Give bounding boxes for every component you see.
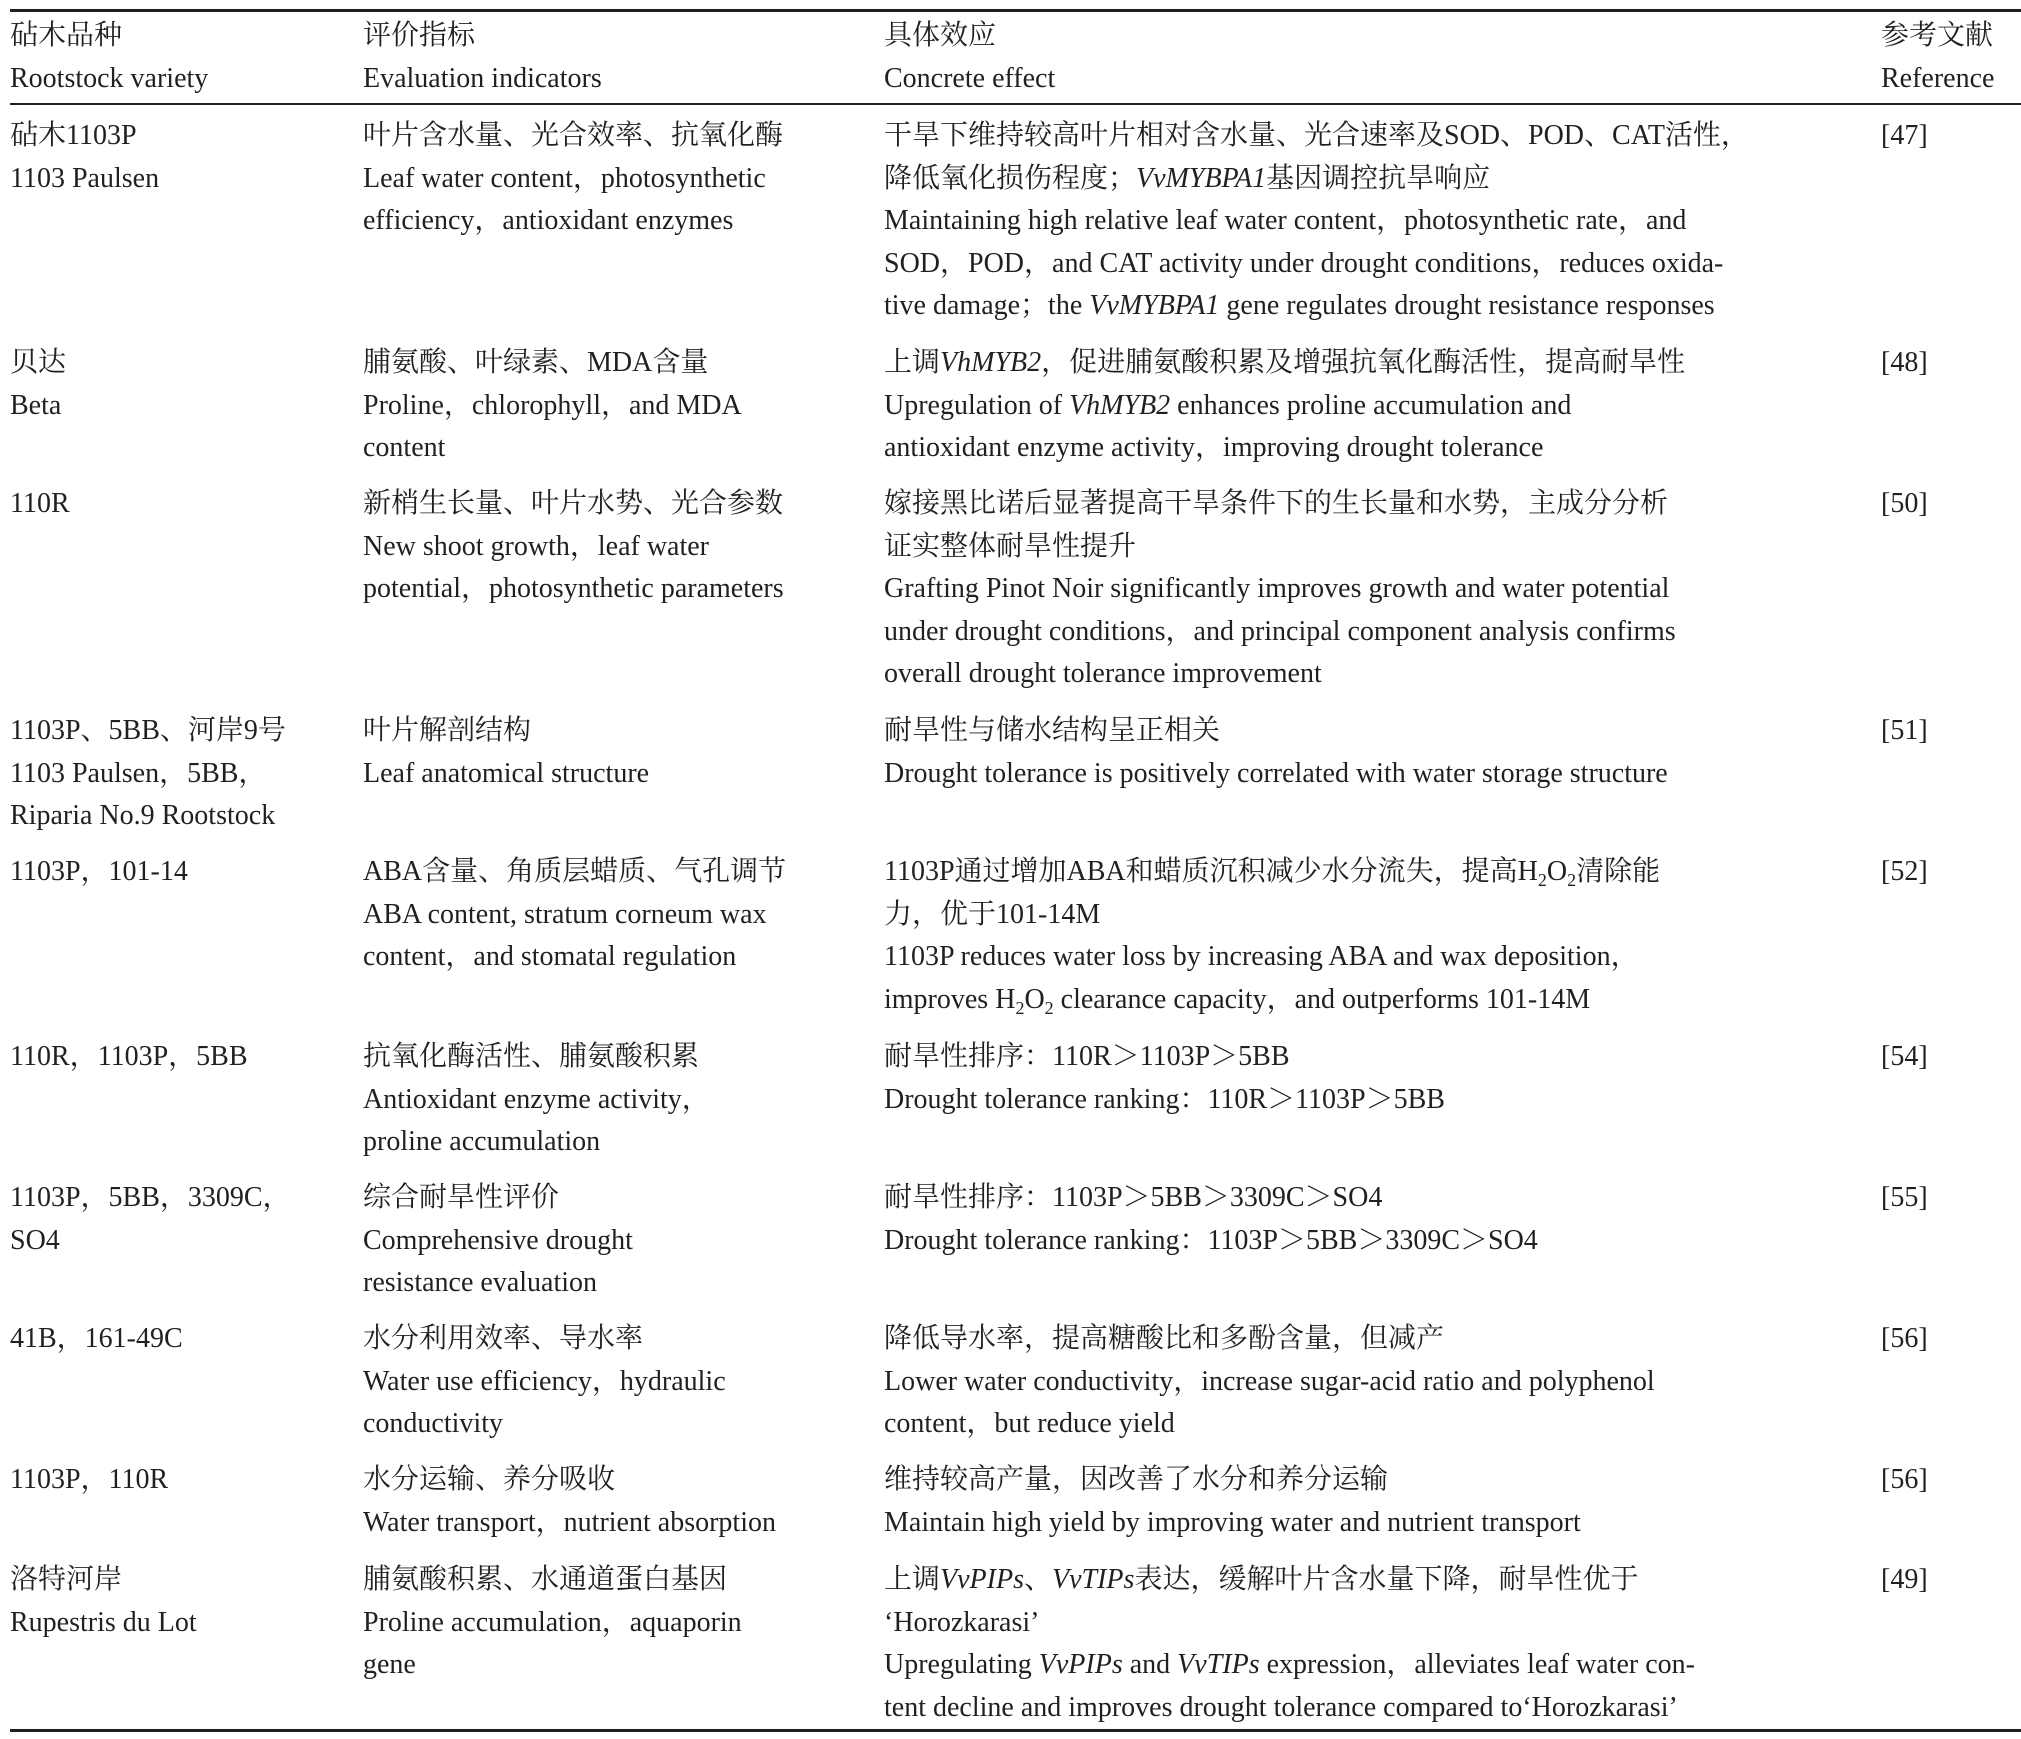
cell-reference: [56] xyxy=(1881,1323,1928,1354)
cell-line: Proline accumulation，aquaporin xyxy=(363,1606,742,1638)
cell-evaluation-indicators xyxy=(363,710,649,795)
cell-line: 耐旱性排序：110R＞1103P＞5BB xyxy=(884,1041,1290,1072)
cell-evaluation-indicators xyxy=(363,483,784,611)
cell-line: 110R xyxy=(10,488,70,519)
cell-evaluation-indicators xyxy=(363,1036,710,1164)
cell-concrete-effect xyxy=(884,483,1676,696)
header-zh: 砧木品种 xyxy=(10,20,123,51)
header-en: Rootstock variety xyxy=(10,62,209,94)
cell-line: Water use efficiency，hydraulic xyxy=(363,1365,726,1397)
cell-line: 上调VvPIPs、VvTIPs表达，缓解叶片含水量下降，耐旱性优于 xyxy=(884,1564,1639,1595)
subscript: 2 xyxy=(1044,997,1054,1018)
cell-line: Drought tolerance is positively correlated with water storage structure xyxy=(884,757,1668,789)
cell-line: 1103P、5BB、河岸9号 xyxy=(10,715,286,746)
cell-rootstock-variety xyxy=(10,1459,168,1502)
cell-line: potential，photosynthetic parameters xyxy=(363,573,784,605)
cell-evaluation-indicators xyxy=(363,342,742,470)
cell-line: antioxidant enzyme activity，improving drought tolerance xyxy=(884,432,1544,464)
cell-evaluation-indicators xyxy=(363,1459,776,1544)
cell-evaluation-indicators xyxy=(363,115,783,243)
cell-concrete-effect xyxy=(884,1318,1655,1446)
cell-line: 1103P，110R xyxy=(10,1464,169,1495)
header-zh: 评价指标 xyxy=(363,20,476,51)
header-evaluation-indicators xyxy=(363,15,602,100)
cell-rootstock-variety xyxy=(10,1036,248,1079)
cell-line: Maintain high yield by improving water and nutrient transport xyxy=(884,1506,1581,1538)
cell-line: 110R，1103P，5BB xyxy=(10,1041,248,1072)
cell-line: proline accumulation xyxy=(363,1126,601,1158)
cell-reference: [50] xyxy=(1881,488,1928,519)
cell-line: 贝达 xyxy=(10,347,67,378)
header-zh: 参考文献 xyxy=(1881,20,1994,51)
cell-reference: [56] xyxy=(1881,1464,1928,1495)
cell-rootstock-variety xyxy=(10,710,286,838)
cell-line: 1103P，101-14 xyxy=(10,856,188,887)
cell-line: Maintaining high relative leaf water content，photosynthetic rate，and xyxy=(884,205,1687,237)
cell-line: Comprehensive drought xyxy=(363,1224,633,1256)
bottom-rule xyxy=(10,1729,2021,1732)
cell-line: conductivity xyxy=(363,1408,503,1440)
header-en: Reference xyxy=(1881,62,1995,94)
cell-line: 41B，161-49C xyxy=(10,1323,183,1354)
gene-name: VvTIPs xyxy=(1052,1564,1135,1595)
cell-concrete-effect xyxy=(884,342,1685,470)
cell-line: tive damage；the VvMYBPA1 gene regulates drought resistance responses xyxy=(884,290,1715,322)
cell-line: Upregulating VvPIPs and VvTIPs expression，alleviates leaf water con- xyxy=(884,1649,1695,1681)
gene-name: VhMYB2 xyxy=(1069,389,1171,421)
header-rule xyxy=(10,103,2021,105)
cell-line: Drought tolerance ranking：1103P＞5BB＞3309C＞SO4 xyxy=(884,1224,1538,1256)
cell-line: 力，优于101-14M xyxy=(884,898,1101,930)
cell-reference: [52] xyxy=(1881,856,1928,887)
cell-line: 耐旱性排序：1103P＞5BB＞3309C＞SO4 xyxy=(884,1182,1383,1213)
cell-line: Grafting Pinot Noir significantly improves growth and water potential xyxy=(884,573,1670,605)
cell-rootstock-variety xyxy=(10,1559,197,1644)
cell-line: Proline，chlorophyll，and MDA xyxy=(363,389,742,421)
header-en: Evaluation indicators xyxy=(363,62,602,94)
cell-line: Leaf anatomical structure xyxy=(363,757,650,789)
cell-line: gene xyxy=(363,1649,416,1681)
cell-line: ABA含量、角质层蜡质、气孔调节 xyxy=(363,856,787,887)
header-zh: 具体效应 xyxy=(884,20,997,51)
cell-line: 1103P，5BB，3309C， xyxy=(10,1182,291,1213)
cell-line: 脯氨酸、叶绿素、MDA含量 xyxy=(363,347,709,378)
cell-line: Antioxidant enzyme activity， xyxy=(363,1083,710,1115)
cell-reference: [55] xyxy=(1881,1182,1928,1213)
cell-line: 上调VhMYB2，促进脯氨酸积累及增强抗氧化酶活性，提高耐旱性 xyxy=(884,347,1686,378)
cell-reference: [49] xyxy=(1881,1564,1928,1595)
cell-reference: [47] xyxy=(1881,120,1928,151)
cell-line: 1103P reduces water loss by increasing ABA and wax deposition， xyxy=(884,941,1639,973)
cell-concrete-effect xyxy=(884,851,1660,1021)
cell-line: 洛特河岸 xyxy=(10,1564,123,1595)
cell-line: overall drought tolerance improvement xyxy=(884,658,1322,690)
cell-line: tent decline and improves drought tolerance compared to‘Horozkarasi’ xyxy=(884,1691,1678,1723)
cell-line: Drought tolerance ranking：110R＞1103P＞5BB xyxy=(884,1083,1445,1115)
cell-evaluation-indicators xyxy=(363,851,786,979)
subscript: 2 xyxy=(1567,870,1577,890)
cell-line: 1103 Paulsen，5BB， xyxy=(10,757,267,789)
cell-line: 降低导水率，提高糖酸比和多酚含量，但减产 xyxy=(884,1323,1445,1354)
cell-line: 抗氧化酶活性、脯氨酸积累 xyxy=(363,1041,700,1072)
gene-name: VvPIPs xyxy=(1038,1649,1123,1681)
cell-line: efficiency，antioxidant enzymes xyxy=(363,205,734,237)
cell-line: under drought conditions，and principal component analysis confirms xyxy=(884,615,1676,647)
cell-line: 1103P通过增加ABA和蜡质沉积减少水分流失，提高$H_2O_2$清除能 xyxy=(884,856,1661,890)
cell-concrete-effect xyxy=(884,1177,1538,1262)
cell-line: improves $H_2O_2$ clearance capacity，and outperforms 101-14M xyxy=(884,983,1591,1018)
gene-name: VvMYBPA1 xyxy=(1089,290,1220,322)
gene-name: VvPIPs xyxy=(940,1564,1024,1595)
cell-line: SOD，POD，and CAT activity under drought conditions，reduces oxida- xyxy=(884,247,1724,279)
cell-line: 1103 Paulsen xyxy=(10,162,160,194)
cell-reference: [48] xyxy=(1881,347,1928,378)
cell-line: 叶片解剖结构 xyxy=(363,715,532,746)
header-concrete-effect xyxy=(884,15,1055,100)
cell-line: 证实整体耐旱性提升 xyxy=(884,530,1137,562)
cell-line: resistance evaluation xyxy=(363,1267,598,1299)
cell-line: 综合耐旱性评价 xyxy=(363,1182,560,1213)
cell-evaluation-indicators xyxy=(363,1559,742,1687)
cell-concrete-effect xyxy=(884,710,1668,795)
cell-line: Rupestris du Lot xyxy=(10,1606,197,1638)
cell-line: 降低氧化损伤程度；VvMYBPA1基因调控抗旱响应 xyxy=(884,162,1491,194)
cell-line: content，but reduce yield xyxy=(884,1408,1175,1440)
cell-line: 叶片含水量、光合效率、抗氧化酶 xyxy=(363,120,784,151)
gene-name: VvMYBPA1 xyxy=(1136,162,1267,194)
cell-line: New shoot growth，leaf water xyxy=(363,530,710,562)
cell-line: 维持较高产量，因改善了水分和养分运输 xyxy=(884,1464,1389,1495)
cell-concrete-effect xyxy=(884,1036,1445,1121)
header-en: Concrete effect xyxy=(884,62,1056,94)
cell-line: 脯氨酸积累、水通道蛋白基因 xyxy=(363,1564,728,1595)
cell-line: Lower water conductivity，increase sugar-acid ratio and polyphenol xyxy=(884,1365,1655,1397)
cell-line: 砧木1103P xyxy=(10,120,137,151)
cell-evaluation-indicators xyxy=(363,1177,633,1305)
cell-line: ‘Horozkarasi’ xyxy=(884,1606,1040,1638)
cell-reference: [54] xyxy=(1881,1041,1928,1072)
cell-evaluation-indicators xyxy=(363,1318,726,1446)
cell-rootstock-variety xyxy=(10,1177,291,1262)
cell-line: ABA content, stratum corneum wax xyxy=(363,898,767,930)
header-reference xyxy=(1881,15,1994,100)
cell-line: content xyxy=(363,432,446,464)
cell-line: Water transport，nutrient absorption xyxy=(363,1506,776,1538)
cell-line: 干旱下维持较高叶片相对含水量、光合速率及SOD、POD、CAT活性， xyxy=(884,120,1749,151)
cell-line: 水分利用效率、导水率 xyxy=(363,1323,644,1354)
subscript: 2 xyxy=(1537,870,1547,890)
cell-line: Riparia No.9 Rootstock xyxy=(10,800,276,832)
cell-line: content，and stomatal regulation xyxy=(363,941,737,973)
gene-name: VhMYB2 xyxy=(940,347,1042,378)
cell-line: 嫁接黑比诺后显著提高干旱条件下的生长量和水势，主成分分析 xyxy=(884,488,1669,519)
cell-line: 新梢生长量、叶片水势、光合参数 xyxy=(363,488,784,519)
cell-rootstock-variety xyxy=(10,1318,183,1361)
cell-concrete-effect xyxy=(884,115,1749,328)
cell-line: 水分运输、养分吸收 xyxy=(363,1464,616,1495)
cell-concrete-effect xyxy=(884,1559,1695,1729)
cell-line: 耐旱性与储水结构呈正相关 xyxy=(884,715,1221,746)
cell-line: SO4 xyxy=(10,1224,60,1256)
top-rule xyxy=(10,9,2021,12)
cell-rootstock-variety xyxy=(10,342,66,427)
cell-rootstock-variety xyxy=(10,851,188,894)
cell-line: Beta xyxy=(10,389,62,421)
cell-line: Leaf water content，photosynthetic xyxy=(363,162,766,194)
header-rootstock-variety xyxy=(10,15,208,100)
cell-rootstock-variety xyxy=(10,115,159,200)
cell-reference: [51] xyxy=(1881,715,1928,746)
cell-line: Upregulation of VhMYB2 enhances proline accumulation and xyxy=(884,389,1572,421)
cell-concrete-effect xyxy=(884,1459,1581,1544)
cell-rootstock-variety xyxy=(10,483,70,526)
subscript: 2 xyxy=(1015,997,1025,1018)
gene-name: VvTIPs xyxy=(1177,1649,1260,1681)
